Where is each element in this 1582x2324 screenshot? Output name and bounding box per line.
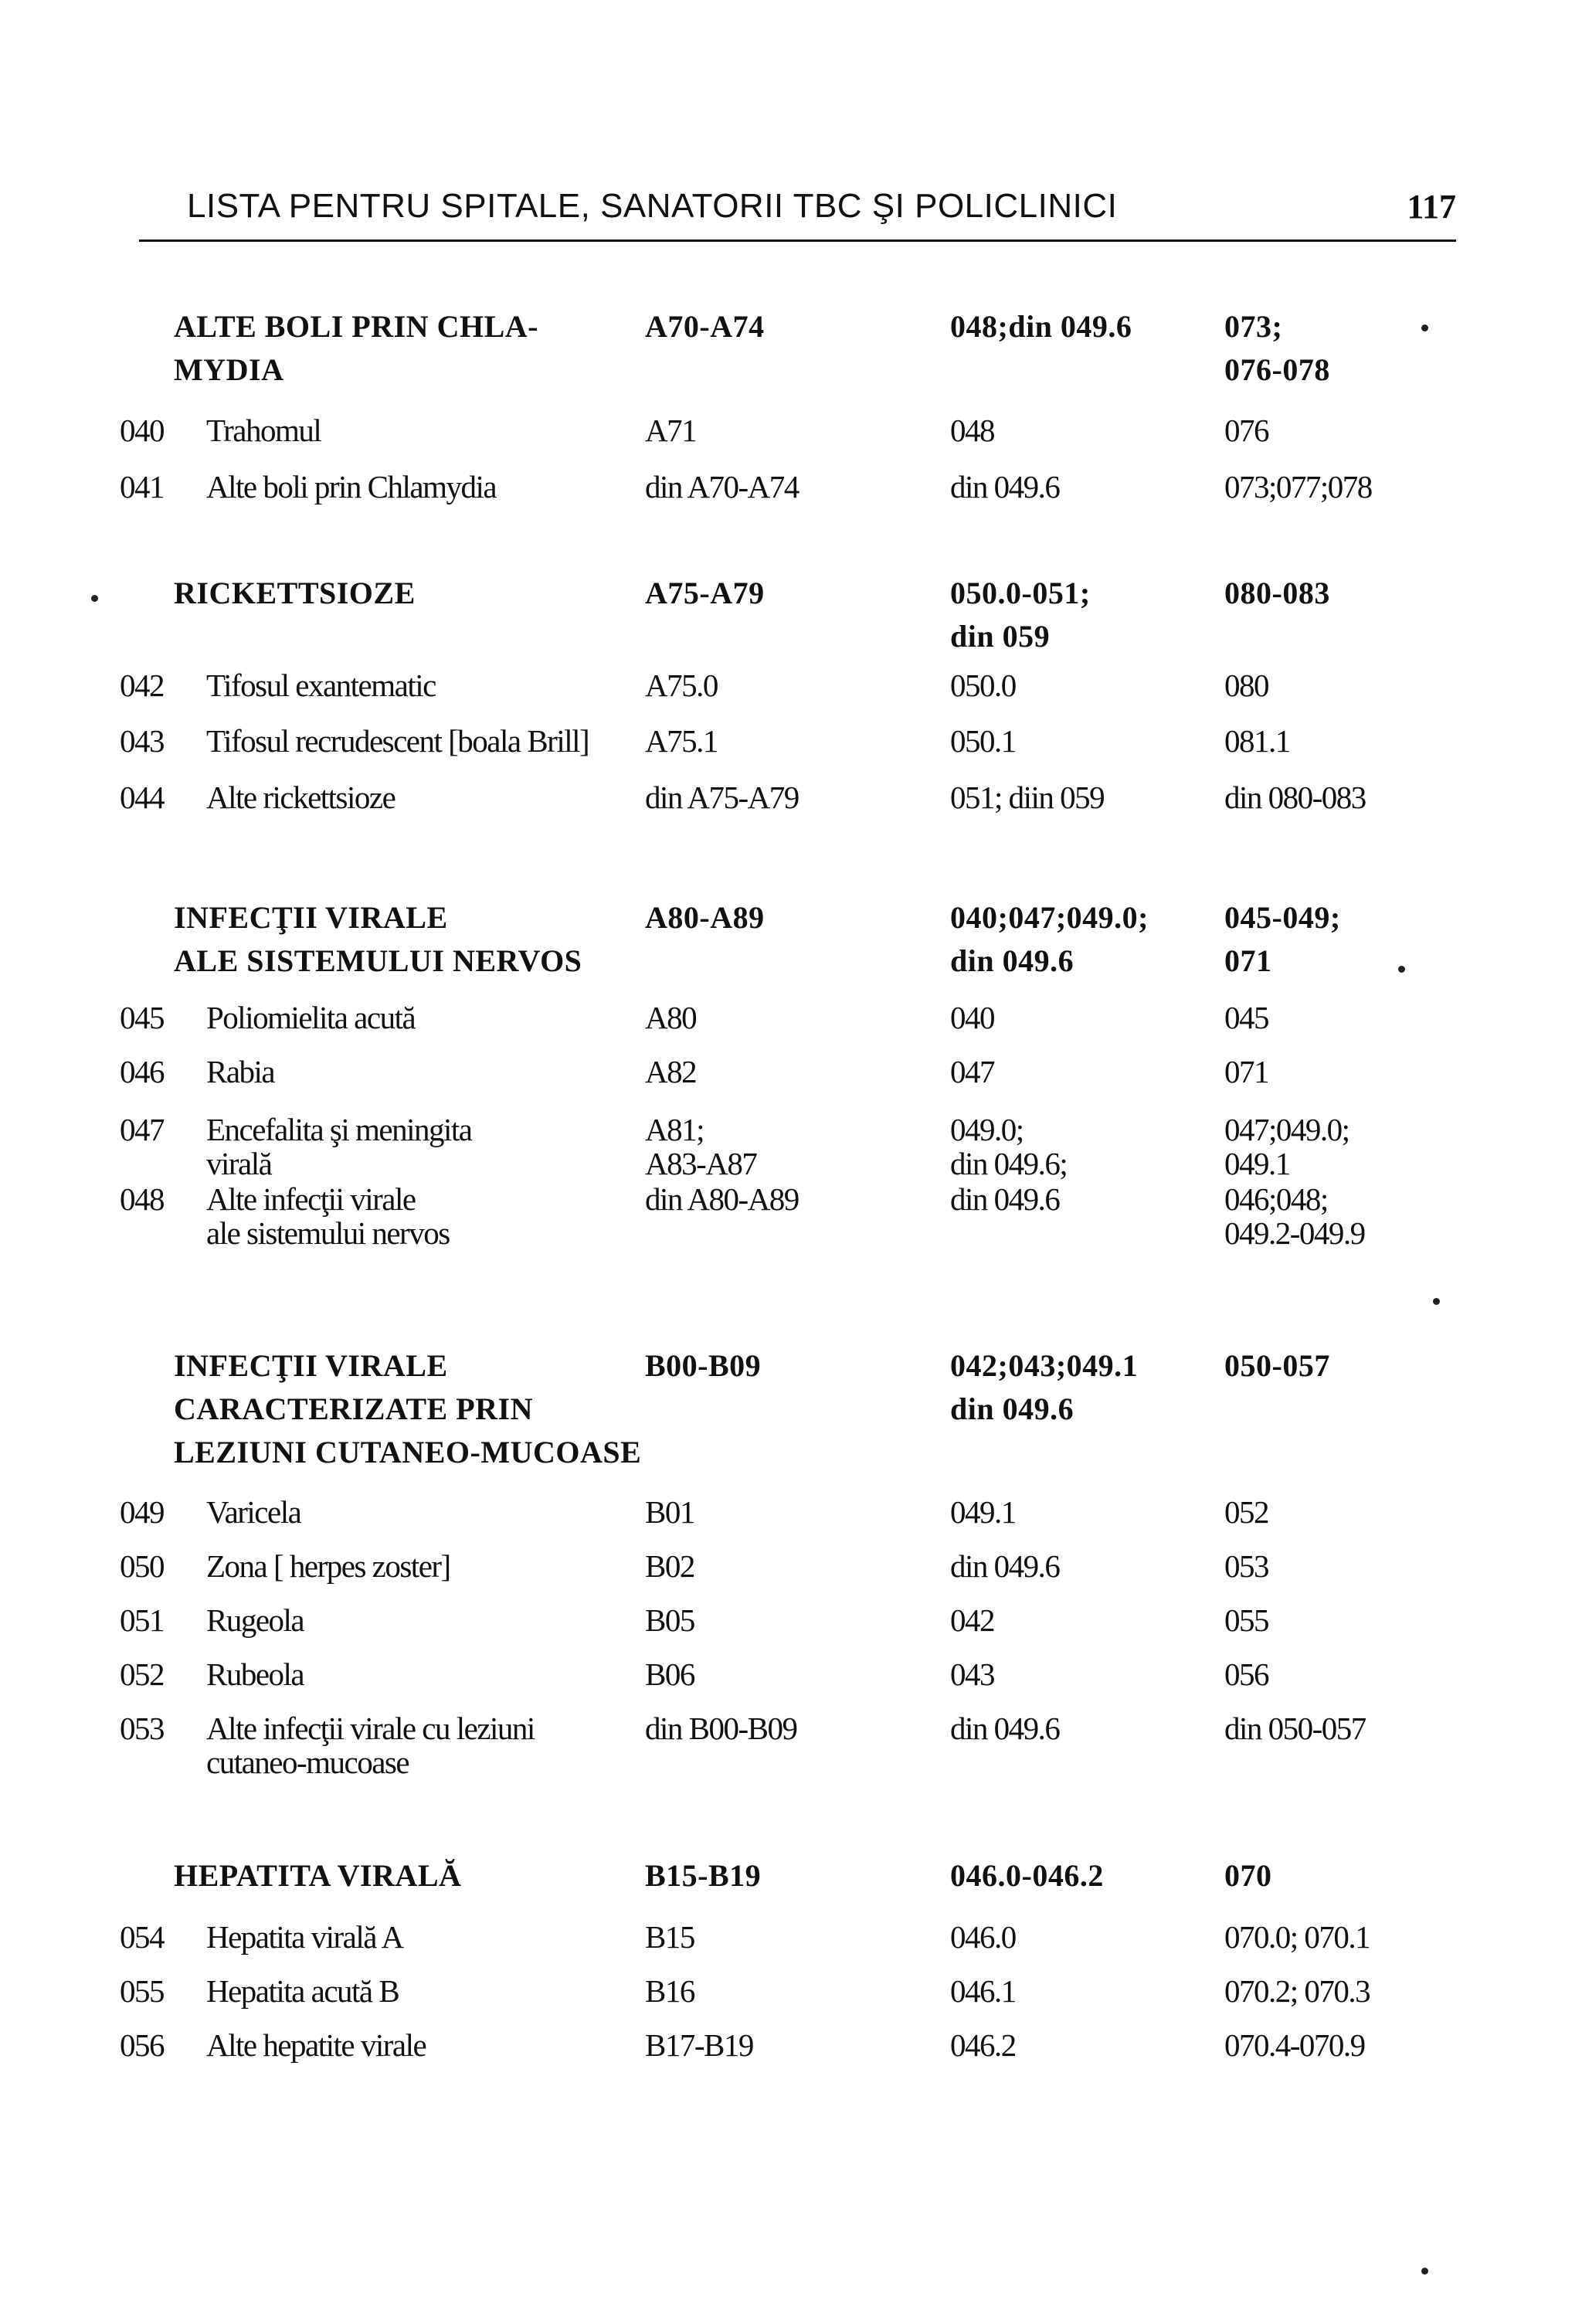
group-title-line: HEPATITA VIRALĂ bbox=[174, 1858, 462, 1893]
item-code: 055 bbox=[120, 1973, 164, 2009]
scan-speck bbox=[1421, 2268, 1428, 2275]
item-code: 045 bbox=[120, 1000, 164, 1035]
item-name-line: Trahomul bbox=[206, 413, 321, 448]
item-name bbox=[120, 1001, 415, 1035]
item-icd9-line: 047 bbox=[950, 1054, 994, 1089]
item-col4-line: 070.4-070.9 bbox=[1224, 2027, 1365, 2063]
item-icd9 bbox=[950, 724, 1016, 758]
group-icd10 bbox=[645, 1344, 761, 1388]
group-title bbox=[174, 1854, 461, 1898]
item-icd9 bbox=[950, 1603, 994, 1637]
group-icd10 bbox=[645, 1854, 761, 1898]
item-code: 046 bbox=[120, 1054, 164, 1089]
item-col4 bbox=[1224, 668, 1268, 702]
item-icd10-line: A75.0 bbox=[645, 668, 718, 703]
item-name bbox=[120, 1495, 300, 1529]
group-icd10 bbox=[645, 305, 765, 348]
group-title-line: RICKETTSIOZE bbox=[174, 576, 416, 610]
item-code: 043 bbox=[120, 723, 164, 759]
item-name bbox=[120, 668, 436, 702]
item-icd9-line: din 049.6 bbox=[950, 1548, 1060, 1584]
item-name-line: Tifosul recrudescent [boala Brill] bbox=[206, 723, 589, 759]
item-name-line: Rugeola bbox=[206, 1602, 304, 1638]
item-icd10-line: B06 bbox=[645, 1656, 694, 1692]
group-col4-line: 045-049; bbox=[1224, 900, 1341, 935]
item-name bbox=[120, 1974, 399, 2008]
item-col4-line: din 080-083 bbox=[1224, 780, 1366, 815]
item-icd9 bbox=[950, 1001, 994, 1035]
item-icd9-line: 046.1 bbox=[950, 1973, 1016, 2009]
item-name-line: Rubeola bbox=[206, 1656, 304, 1692]
item-icd10-line: B15 bbox=[645, 1919, 694, 1955]
item-icd9-line: 046.2 bbox=[950, 2027, 1016, 2063]
item-name-line: Alte infecţii virale bbox=[206, 1181, 416, 1217]
item-col4 bbox=[1224, 724, 1290, 758]
running-header bbox=[139, 182, 1456, 236]
item-col4 bbox=[1224, 1549, 1268, 1583]
item-icd10-line: B05 bbox=[645, 1602, 694, 1638]
group-col4 bbox=[1224, 896, 1341, 983]
item-name-line: ale sistemului nervos bbox=[206, 1215, 450, 1251]
item-name bbox=[120, 1711, 535, 1779]
group-icd9 bbox=[950, 896, 1149, 983]
item-icd9-line: 049.0; bbox=[950, 1112, 1024, 1147]
group-col4-line: 073; bbox=[1224, 309, 1283, 344]
item-code: 053 bbox=[120, 1711, 164, 1746]
page-number: 117 bbox=[1407, 188, 1456, 226]
item-col4-line: 080 bbox=[1224, 668, 1268, 703]
group-icd10-line: B00-B09 bbox=[645, 1348, 762, 1383]
item-name-line: Hepatita acută B bbox=[206, 1973, 399, 2009]
item-icd10-line: A82 bbox=[645, 1054, 697, 1089]
item-code: 050 bbox=[120, 1548, 164, 1584]
group-title-line: ALTE BOLI PRIN CHLA- bbox=[174, 309, 538, 344]
item-icd10 bbox=[645, 1974, 694, 2008]
item-icd10 bbox=[645, 470, 799, 504]
item-icd10 bbox=[645, 668, 718, 702]
item-icd9-line: 049.1 bbox=[950, 1494, 1016, 1530]
group-col4-line: 080-083 bbox=[1224, 576, 1330, 610]
item-name bbox=[120, 1113, 471, 1181]
item-col4 bbox=[1224, 1657, 1268, 1691]
item-name bbox=[120, 470, 496, 504]
item-name-line: Hepatita virală A bbox=[206, 1919, 403, 1955]
item-icd9-line: din 049.6 bbox=[950, 469, 1060, 505]
item-icd9-line: 050.1 bbox=[950, 723, 1016, 759]
item-icd10 bbox=[645, 780, 799, 814]
group-icd9 bbox=[950, 1344, 1138, 1431]
item-col4 bbox=[1224, 413, 1268, 447]
group-title-line: LEZIUNI CUTANEO-MUCOASE bbox=[174, 1435, 642, 1469]
item-icd9 bbox=[950, 1920, 1016, 1954]
item-icd9 bbox=[950, 1657, 994, 1691]
item-col4-line: 046;048; bbox=[1224, 1181, 1328, 1217]
item-icd10-line: A71 bbox=[645, 413, 697, 448]
item-col4-line: din 050-057 bbox=[1224, 1711, 1366, 1746]
group-title-line: MYDIA bbox=[174, 352, 284, 387]
group-title-line: CARACTERIZATE PRIN bbox=[174, 1391, 533, 1426]
group-icd10-line: A70-A74 bbox=[645, 309, 765, 344]
item-name bbox=[120, 2028, 426, 2062]
item-icd10 bbox=[645, 1603, 694, 1637]
group-icd10-line: A75-A79 bbox=[645, 576, 765, 610]
group-title bbox=[174, 305, 538, 392]
item-icd10 bbox=[645, 1920, 694, 1954]
item-code: 051 bbox=[120, 1602, 164, 1638]
item-icd10 bbox=[645, 1495, 694, 1529]
item-code: 054 bbox=[120, 1919, 164, 1955]
scan-speck bbox=[91, 595, 98, 602]
group-icd9-line: din 049.6 bbox=[950, 943, 1074, 978]
item-name-line: Alte hepatite virale bbox=[206, 2027, 426, 2063]
item-col4-line: 052 bbox=[1224, 1494, 1268, 1530]
item-icd10 bbox=[645, 724, 718, 758]
scan-speck bbox=[1433, 1298, 1440, 1305]
item-code: 049 bbox=[120, 1494, 164, 1530]
item-code: 042 bbox=[120, 668, 164, 703]
item-col4 bbox=[1224, 1001, 1268, 1035]
item-name bbox=[120, 1055, 274, 1089]
item-icd9 bbox=[950, 2028, 1016, 2062]
item-code: 048 bbox=[120, 1181, 164, 1217]
group-col4 bbox=[1224, 1344, 1330, 1388]
group-col4-line: 070 bbox=[1224, 1858, 1272, 1893]
group-title-line: INFECŢII VIRALE bbox=[174, 1348, 448, 1383]
item-col4 bbox=[1224, 1113, 1349, 1181]
item-col4-line: 045 bbox=[1224, 1000, 1268, 1035]
group-icd9-line: 040;047;049.0; bbox=[950, 900, 1149, 935]
item-icd10 bbox=[645, 413, 696, 447]
item-col4-line: 081.1 bbox=[1224, 723, 1290, 759]
item-icd9 bbox=[950, 1549, 1059, 1583]
group-title-line: INFECŢII VIRALE bbox=[174, 900, 448, 935]
item-icd9 bbox=[950, 470, 1059, 504]
item-col4 bbox=[1224, 1495, 1268, 1529]
item-icd10-line: B17-B19 bbox=[645, 2027, 753, 2063]
item-icd10 bbox=[645, 1182, 799, 1216]
item-name-line: Rabia bbox=[206, 1054, 275, 1089]
item-icd10-line: din A70-A74 bbox=[645, 469, 799, 505]
item-name-line: Alte rickettsioze bbox=[206, 780, 396, 815]
item-col4-line: 073;077;078 bbox=[1224, 469, 1372, 505]
group-col4-line: 050-057 bbox=[1224, 1348, 1330, 1383]
item-col4 bbox=[1224, 1603, 1268, 1637]
group-col4 bbox=[1224, 572, 1330, 615]
item-icd9-line: 048 bbox=[950, 413, 994, 448]
item-name bbox=[120, 780, 395, 814]
item-name-line: Poliomielita acută bbox=[206, 1000, 416, 1035]
item-icd10 bbox=[645, 2028, 753, 2062]
group-icd9-line: din 059 bbox=[950, 619, 1051, 654]
item-icd9-line: 040 bbox=[950, 1000, 994, 1035]
item-name-line: Varicela bbox=[206, 1494, 301, 1530]
group-icd10-line: B15-B19 bbox=[645, 1858, 762, 1893]
item-icd10 bbox=[645, 1001, 696, 1035]
item-icd9 bbox=[950, 668, 1016, 702]
item-icd9 bbox=[950, 1974, 1016, 2008]
item-icd9-line: 051; diin 059 bbox=[950, 780, 1105, 815]
item-icd9 bbox=[950, 1182, 1059, 1216]
group-icd10 bbox=[645, 572, 765, 615]
item-name-line: Encefalita şi meningita bbox=[206, 1112, 472, 1147]
group-icd9 bbox=[950, 305, 1132, 348]
item-name bbox=[120, 1182, 450, 1250]
item-col4 bbox=[1224, 1920, 1370, 1954]
item-name bbox=[120, 1920, 403, 1954]
group-icd9 bbox=[950, 1854, 1104, 1898]
item-icd10-line: A81; bbox=[645, 1112, 704, 1147]
group-icd9-line: 046.0-046.2 bbox=[950, 1858, 1104, 1893]
item-col4 bbox=[1224, 2028, 1365, 2062]
item-icd10-line: din A75-A79 bbox=[645, 780, 799, 815]
item-name-line: cutaneo-mucoase bbox=[206, 1745, 409, 1780]
item-icd9-line: 042 bbox=[950, 1602, 994, 1638]
group-col4 bbox=[1224, 1854, 1272, 1898]
item-name-line: Alte infecţii virale cu leziuni bbox=[206, 1711, 535, 1746]
item-code: 040 bbox=[120, 413, 164, 448]
item-col4-line: 070.2; 070.3 bbox=[1224, 1973, 1370, 2009]
item-name-line: Tifosul exantematic bbox=[206, 668, 436, 703]
item-code: 056 bbox=[120, 2027, 164, 2063]
group-title bbox=[174, 896, 582, 983]
item-name-line: Alte boli prin Chlamydia bbox=[206, 469, 497, 505]
group-title bbox=[174, 572, 416, 615]
group-col4 bbox=[1224, 305, 1330, 392]
item-icd10-line: din B00-B09 bbox=[645, 1711, 797, 1746]
group-icd9-line: 042;043;049.1 bbox=[950, 1348, 1139, 1383]
item-col4 bbox=[1224, 1711, 1366, 1745]
item-col4-line: 071 bbox=[1224, 1054, 1268, 1089]
item-icd10 bbox=[645, 1113, 756, 1181]
item-icd9 bbox=[950, 413, 994, 447]
item-code: 044 bbox=[120, 780, 164, 815]
item-name bbox=[120, 1549, 450, 1583]
item-icd10-line: A80 bbox=[645, 1000, 697, 1035]
group-title-line: ALE SISTEMULUI NERVOS bbox=[174, 943, 582, 978]
item-name bbox=[120, 1657, 304, 1691]
item-col4 bbox=[1224, 780, 1366, 814]
item-name bbox=[120, 413, 321, 447]
item-icd9-line: din 049.6 bbox=[950, 1181, 1060, 1217]
item-icd9 bbox=[950, 1055, 994, 1089]
item-col4-line: 055 bbox=[1224, 1602, 1268, 1638]
item-code: 041 bbox=[120, 469, 164, 505]
group-title bbox=[174, 1344, 641, 1474]
header-rule bbox=[139, 240, 1456, 242]
item-col4-line: 049.2-049.9 bbox=[1224, 1215, 1365, 1251]
item-icd10-line: B01 bbox=[645, 1494, 694, 1530]
page-title: LISTA PENTRU SPITALE, SANATORII TBC ŞI POLICLINICI bbox=[187, 187, 1118, 225]
item-icd10-line: A75.1 bbox=[645, 723, 718, 759]
item-icd10-line: din A80-A89 bbox=[645, 1181, 799, 1217]
item-icd10 bbox=[645, 1711, 797, 1745]
item-code: 052 bbox=[120, 1656, 164, 1692]
item-col4-line: 070.0; 070.1 bbox=[1224, 1919, 1370, 1955]
item-icd9 bbox=[950, 780, 1104, 814]
item-name bbox=[120, 1603, 304, 1637]
item-icd10-line: A83-A87 bbox=[645, 1146, 757, 1181]
item-name-line: Zona [ herpes zoster] bbox=[206, 1548, 450, 1584]
scan-speck bbox=[1421, 324, 1428, 331]
group-col4-line: 071 bbox=[1224, 943, 1272, 978]
item-icd10 bbox=[645, 1055, 696, 1089]
item-col4 bbox=[1224, 470, 1372, 504]
item-col4 bbox=[1224, 1182, 1365, 1250]
item-col4 bbox=[1224, 1055, 1268, 1089]
item-col4-line: 053 bbox=[1224, 1548, 1268, 1584]
item-icd9-line: din 049.6; bbox=[950, 1146, 1068, 1181]
item-code: 047 bbox=[120, 1112, 164, 1147]
item-icd10-line: B02 bbox=[645, 1548, 694, 1584]
item-icd10-line: B16 bbox=[645, 1973, 694, 2009]
item-icd9 bbox=[950, 1495, 1016, 1529]
group-icd9-line: 050.0-051; bbox=[950, 576, 1091, 610]
group-icd10-line: A80-A89 bbox=[645, 900, 765, 935]
item-col4-line: 049.1 bbox=[1224, 1146, 1290, 1181]
group-icd10 bbox=[645, 896, 765, 939]
item-icd10 bbox=[645, 1657, 694, 1691]
item-col4 bbox=[1224, 1974, 1370, 2008]
item-icd10 bbox=[645, 1549, 694, 1583]
item-icd9-line: 043 bbox=[950, 1656, 994, 1692]
item-icd9-line: 046.0 bbox=[950, 1919, 1016, 1955]
item-col4-line: 047;049.0; bbox=[1224, 1112, 1349, 1147]
item-icd9-line: din 049.6 bbox=[950, 1711, 1060, 1746]
item-col4-line: 056 bbox=[1224, 1656, 1268, 1692]
item-name-line: virală bbox=[206, 1146, 272, 1181]
group-icd9-line: din 049.6 bbox=[950, 1391, 1074, 1426]
item-icd9 bbox=[950, 1711, 1059, 1745]
item-icd9-line: 050.0 bbox=[950, 668, 1016, 703]
scan-speck bbox=[1398, 966, 1405, 973]
item-icd9 bbox=[950, 1113, 1067, 1181]
group-col4-line: 076-078 bbox=[1224, 352, 1330, 387]
item-col4-line: 076 bbox=[1224, 413, 1268, 448]
item-name bbox=[120, 724, 589, 758]
group-icd9-line: 048;din 049.6 bbox=[950, 309, 1132, 344]
group-icd9 bbox=[950, 572, 1091, 658]
